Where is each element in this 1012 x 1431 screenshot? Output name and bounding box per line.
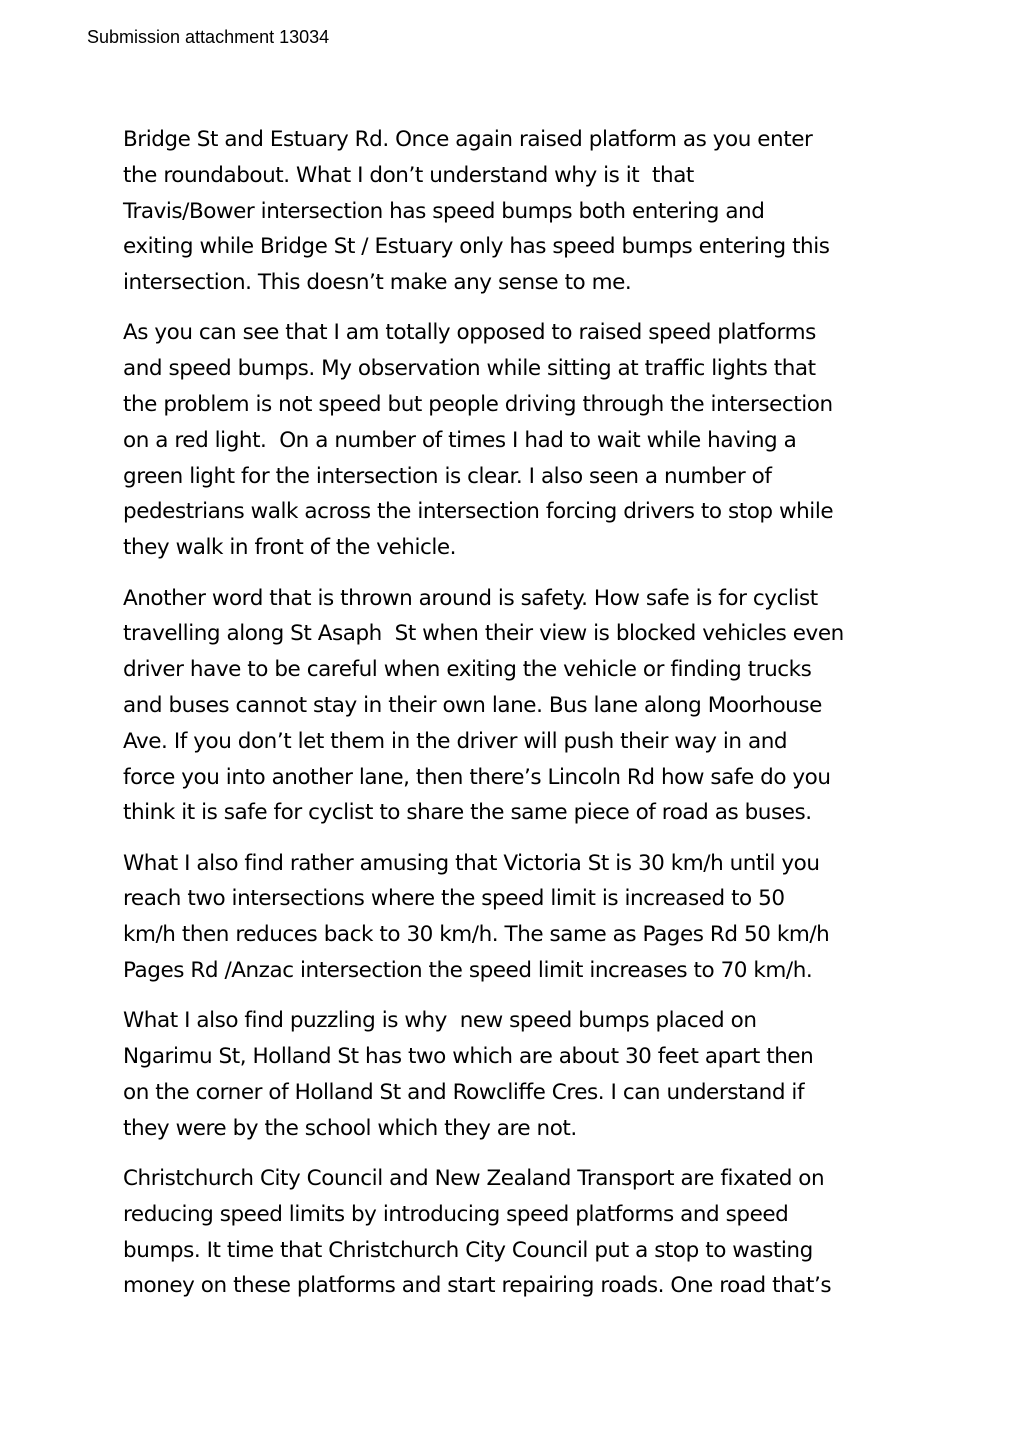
text-line: What I also find puzzling is why new speed bumps placed on <box>123 1008 757 1034</box>
paragraph-4 <box>123 846 893 989</box>
document-body <box>123 122 893 1319</box>
text-line: reach two intersections where the speed limit is increased to 50 <box>123 886 785 912</box>
text-line: driver have to be careful when exiting the vehicle or finding trucks <box>123 657 812 683</box>
text-line: bumps. It time that Christchurch City Council put a stop to wasting <box>123 1237 813 1263</box>
text-line: think it is safe for cyclist to share the same piece of road as buses. <box>123 800 812 826</box>
text-line: exiting while Bridge St / Estuary only has speed bumps entering this <box>123 234 830 260</box>
text-line: money on these platforms and start repairing roads. One road that’s <box>123 1273 832 1299</box>
text-line: What I also find rather amusing that Victoria St is 30 km/h until you <box>123 850 820 876</box>
text-line: Pages Rd /Anzac intersection the speed limit increases to 70 km/h. <box>123 958 813 984</box>
text-line: force you into another lane, then there’s Lincoln Rd how safe do you <box>123 764 831 790</box>
text-line: the roundabout. What I don’t understand why is it that <box>123 162 694 188</box>
text-line: As you can see that I am totally opposed to raised speed platforms <box>123 320 816 346</box>
text-line: on a red light. On a number of times I had to wait while having a <box>123 427 797 453</box>
paragraph-1 <box>123 122 893 301</box>
text-line: they walk in front of the vehicle. <box>123 535 457 561</box>
text-line: the problem is not speed but people driving through the intersection <box>123 392 833 418</box>
paragraph-6 <box>123 1161 893 1304</box>
text-line: green light for the intersection is clear. I also seen a number of <box>123 463 772 489</box>
text-line: Another word that is thrown around is safety. How safe is for cyclist <box>123 585 818 611</box>
text-line: on the corner of Holland St and Rowcliffe Cres. I can understand if <box>123 1079 805 1105</box>
text-line: Travis/Bower intersection has speed bumps both entering and <box>123 198 765 224</box>
text-line: travelling along St Asaph St when their view is blocked vehicles even <box>123 621 844 647</box>
paragraph-2 <box>123 315 893 566</box>
text-line: pedestrians walk across the intersection forcing drivers to stop while <box>123 499 834 525</box>
page-header: Submission attachment 13034 <box>87 27 330 47</box>
text-line: reducing speed limits by introducing speed platforms and speed <box>123 1201 789 1227</box>
text-line: intersection. This doesn’t make any sense to me. <box>123 270 632 296</box>
text-line: and buses cannot stay in their own lane. Bus lane along Moorhouse <box>123 692 822 718</box>
text-line: Ngarimu St, Holland St has two which are about 30 feet apart then <box>123 1044 814 1070</box>
text-line: Bridge St and Estuary Rd. Once again raised platform as you enter <box>123 127 813 152</box>
text-line: Ave. If you don’t let them in the driver will push their way in and <box>123 728 788 754</box>
text-line: and speed bumps. My observation while sitting at traffic lights that <box>123 356 816 382</box>
text-line: Christchurch City Council and New Zealand Transport are fixated on <box>123 1166 825 1192</box>
paragraph-5 <box>123 1003 893 1146</box>
text-line: km/h then reduces back to 30 km/h. The same as Pages Rd 50 km/h <box>123 922 830 948</box>
paragraph-3 <box>123 581 893 832</box>
text-line: they were by the school which they are not. <box>123 1115 577 1141</box>
